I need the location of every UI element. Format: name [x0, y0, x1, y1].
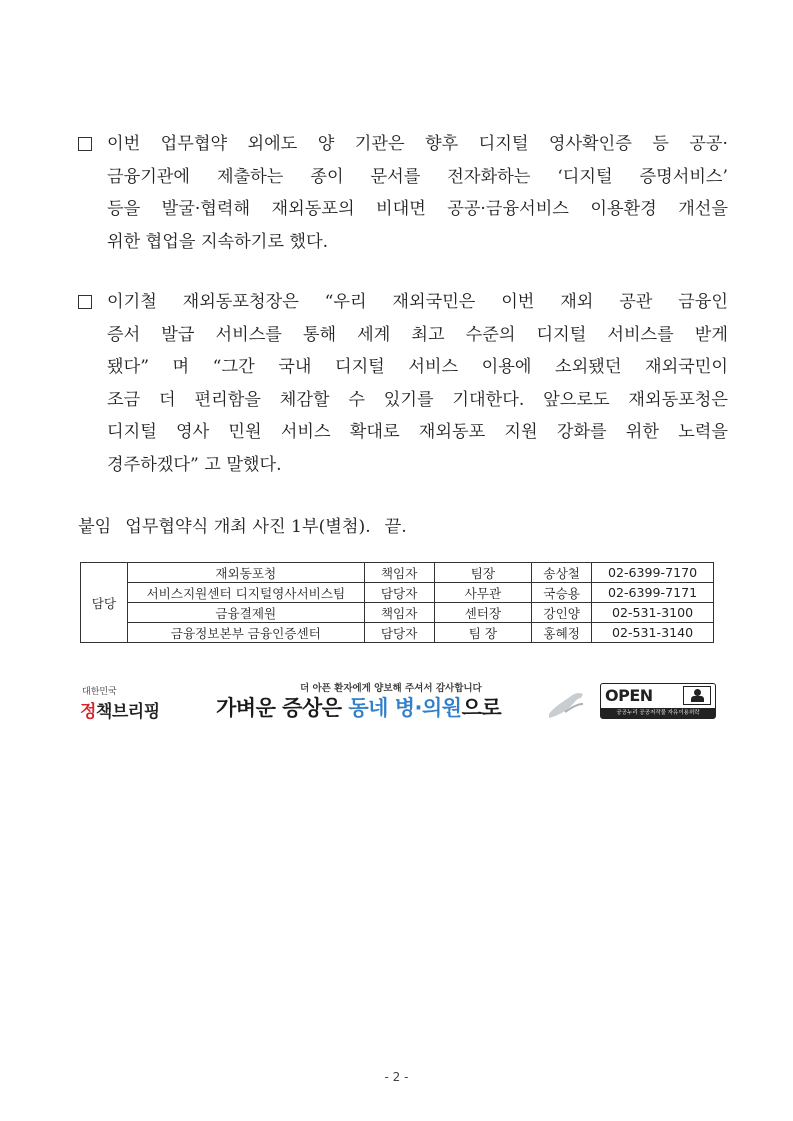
table-cell: 02-531-3140	[592, 623, 714, 643]
checkbox-bullet-icon	[78, 137, 92, 151]
logo-red-char: 정	[80, 702, 96, 722]
paragraph-2	[78, 286, 728, 481]
paragraph-line: 이기철 재외동포청장은 “우리 재외국민은 이번 재외 공관 금융인	[107, 292, 728, 312]
table-cell: 홍혜정	[532, 623, 592, 643]
table-cell: 재외동포청	[127, 563, 364, 583]
paragraph-line: 등을 발굴·협력해 재외동포의 비대면 공공·금융서비스 이용환경 개선을	[107, 199, 728, 219]
paragraph-line: 이번 업무협약 외에도 양 기관은 향후 디지털 영사확인증 등 공공·	[107, 134, 728, 154]
banner-text-a: 가벼운 증상은	[216, 696, 349, 720]
table-cell: 02-531-3100	[592, 603, 714, 623]
table-cell: 책임자	[364, 563, 434, 583]
open-license-logo	[600, 683, 716, 719]
table-cell: 담당자	[364, 623, 434, 643]
page-number: - 2 -	[384, 1070, 409, 1084]
table-row	[81, 603, 714, 623]
attachment-label: 붙임	[78, 517, 112, 537]
policy-briefing-logo-small: 대한민국	[82, 687, 117, 697]
table-cell: 금융결제원	[127, 603, 364, 623]
policy-briefing-logo	[80, 697, 160, 722]
table-cell: 사무관	[434, 583, 532, 603]
open-logo-subtitle: 공공누리 공공저작물 자유이용허락	[601, 708, 715, 718]
paragraph-line: 조금 더 편리함을 체감할 수 있기를 기대한다. 앞으로도 재외동포청은	[107, 389, 728, 410]
table-cell: 강인양	[532, 603, 592, 623]
paragraph-line: 위한 협업을 지속하기로 했다.	[107, 231, 329, 252]
open-logo-text: OPEN	[605, 686, 653, 705]
paragraph-1	[78, 128, 728, 258]
table-row	[81, 623, 714, 643]
attachment-end: 끝.	[384, 517, 407, 537]
paragraph-line: 경주하겠다” 고 말했다.	[107, 454, 282, 475]
table-cell: 02-6399-7170	[592, 563, 714, 583]
campaign-banner-title	[216, 692, 501, 722]
banner-text-highlight: 동네 병·의원	[348, 696, 462, 720]
contacts-header-cell: 담당	[81, 563, 128, 643]
table-cell: 책임자	[364, 603, 434, 623]
campaign-banner-subtitle: 더 아픈 환자에게 양보해 주셔서 감사합니다	[300, 683, 482, 694]
paragraph-line: 금융기관에 제출하는 종이 문서를 전자화하는 ‘디지털 증명서비스’	[107, 166, 728, 187]
table-cell: 송상철	[532, 563, 592, 583]
table-cell: 담당자	[364, 583, 434, 603]
table-cell: 국승용	[532, 583, 592, 603]
paragraph-line: 됐다” 며 “그간 국내 디지털 서비스 이용에 소외됐던 재외국민이	[107, 357, 728, 377]
table-cell: 팀장	[434, 563, 532, 583]
table-row	[81, 583, 714, 603]
logo-text: 책브리핑	[95, 702, 160, 722]
table-row	[81, 563, 714, 583]
table-cell: 02-6399-7171	[592, 583, 714, 603]
table-cell: 서비스지원센터 디지털영사서비스팀	[127, 583, 364, 603]
table-cell: 금융정보본부 금융인증센터	[127, 623, 364, 643]
paragraph-line: 증서 발급 서비스를 통해 세계 최고 수준의 디지털 서비스를 받게	[107, 324, 728, 345]
attribution-person-icon	[683, 686, 711, 705]
paragraph-line: 디지털 영사 민원 서비스 확대로 재외동포 지원 강화를 위한 노력을	[107, 422, 728, 442]
contacts-table	[80, 562, 714, 643]
banner-text-c: 으로	[461, 696, 502, 720]
attachment-text: 업무협약식 개최 사진 1부(별첨).	[125, 517, 371, 537]
hand-illustration-icon	[545, 684, 587, 720]
table-cell: 팀 장	[434, 623, 532, 643]
checkbox-bullet-icon	[78, 295, 92, 309]
attachment-line	[78, 512, 407, 537]
table-cell: 센터장	[434, 603, 532, 623]
